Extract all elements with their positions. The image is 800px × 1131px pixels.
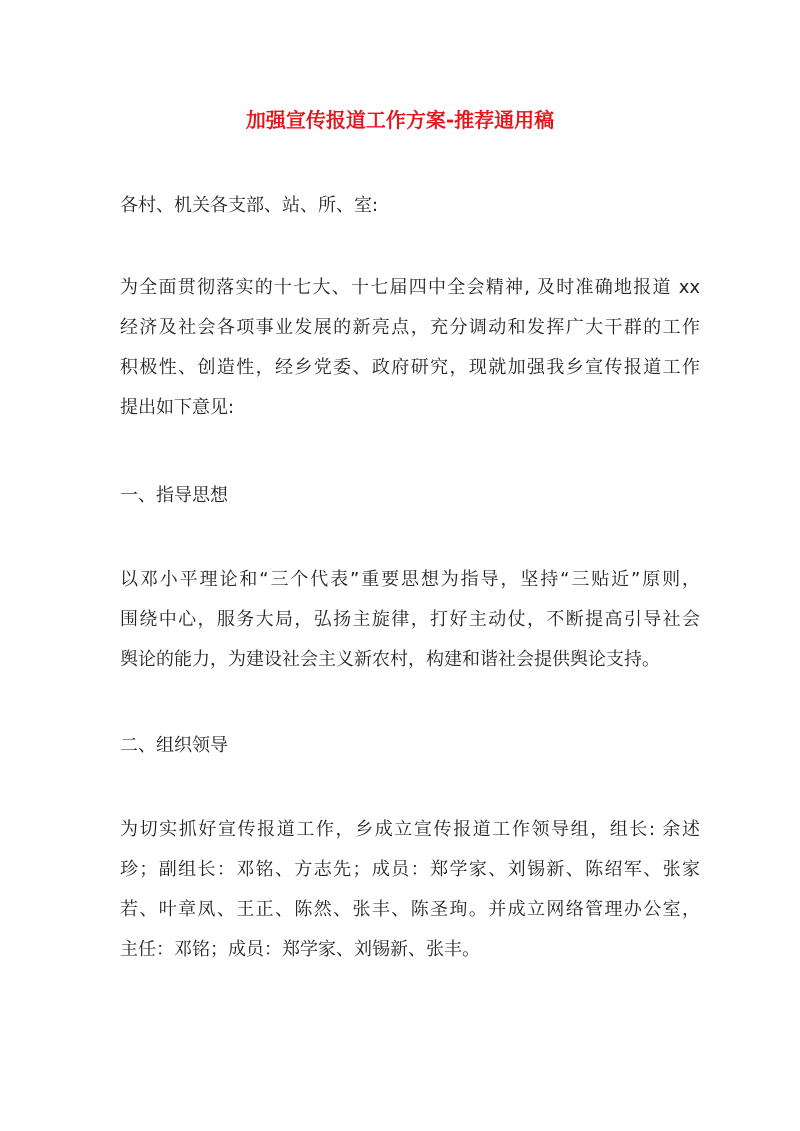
paragraph-line: 经济及社会各项事业发展的新亮点，充分调动和发挥广大干群的工作: [120, 317, 700, 338]
salutation-text: 各村、机关各支部、站、所、室:: [120, 195, 379, 216]
section-2-paragraph: [120, 810, 700, 970]
section-2-heading: [120, 726, 700, 766]
paragraph-line: 为切实抓好宣传报道工作，乡成立宣传报道工作领导组，组长: 余述: [120, 819, 700, 840]
paragraph-line: 珍；副组长：邓铭、方志先；成员：郑学家、刘锡新、陈绍军、张家: [120, 859, 700, 880]
document-title: 加强宣传报道工作方案-推荐通用稿: [245, 108, 555, 132]
paragraph-line: 围绕中心，服务大局，弘扬主旋律，打好主动仗，不断提高引导社会: [120, 609, 700, 630]
section-heading-text: 二、组织领导: [120, 735, 228, 756]
section-1-paragraph: [120, 560, 700, 680]
section-heading-text: 一、指导思想: [120, 485, 228, 506]
paragraph-line: 以邓小平理论和“三个代表”重要思想为指导，坚持“三贴近”原则，: [120, 569, 700, 590]
section-1-heading: [120, 476, 700, 516]
salutation: [120, 186, 700, 226]
paragraph-line: 为全面贯彻落实的十七大、十七届四中全会精神, 及时准确地报道 xx: [120, 277, 700, 298]
paragraph-line: 积极性、创造性，经乡党委、政府研究，现就加强我乡宣传报道工作: [120, 357, 700, 378]
paragraph-line: 主任：邓铭；成员：郑学家、刘锡新、张丰。: [120, 939, 480, 960]
paragraph-line: 若、叶章凤、王正、陈然、张丰、陈圣珣。并成立网络管理办公室，: [120, 899, 700, 920]
intro-paragraph: [120, 268, 700, 428]
paragraph-line: 提出如下意见:: [120, 397, 235, 418]
paragraph-line: 舆论的能力，为建设社会主义新农村，构建和谐社会提供舆论支持。: [120, 649, 660, 670]
